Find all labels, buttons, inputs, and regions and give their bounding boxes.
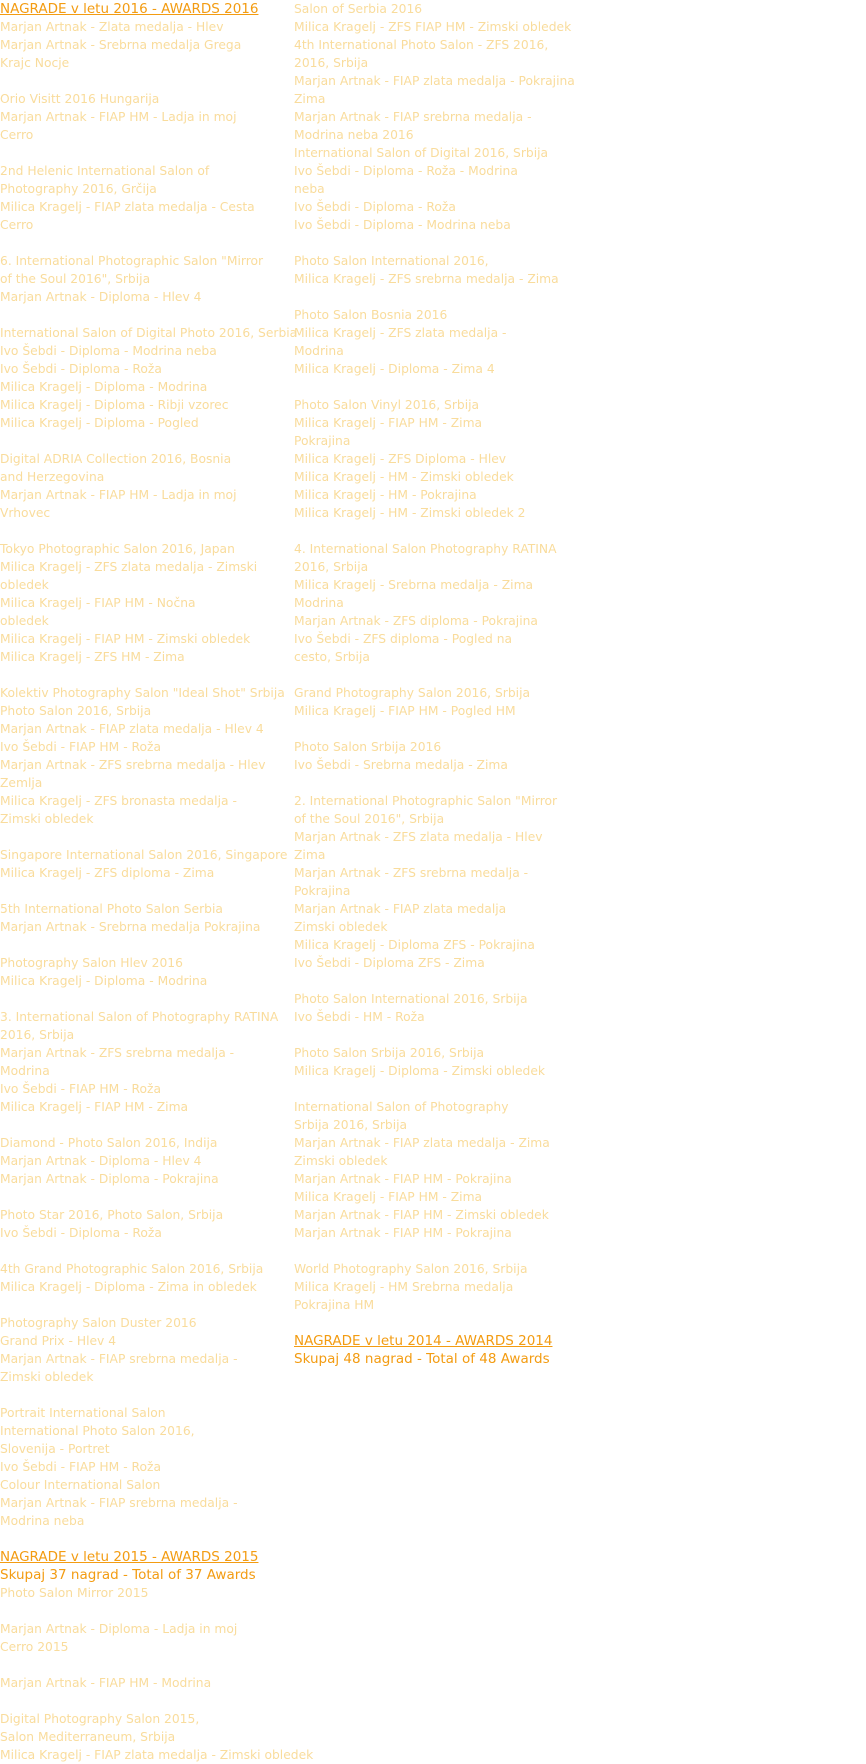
award-entry: Photo Salon Mirror 2015 (0, 1586, 149, 1600)
award-entry: Marjan Artnak - ZFS diploma - Pokrajina (294, 614, 538, 628)
spacer (0, 936, 286, 954)
award-entry: Marjan Artnak - FIAP HM - Pokrajina (294, 1172, 512, 1186)
award-entry: Marjan Artnak - FIAP srebrna medalja - (0, 1496, 238, 1510)
spacer (294, 720, 586, 738)
award-entry: Digital ADRIA Collection 2016, Bosnia (0, 452, 232, 466)
award-entry: 2016, Srbija (0, 1028, 75, 1042)
award-entry: Milica Kragelj - Srebrna medalja - Zima (294, 578, 534, 592)
award-entry: Milica Kragelj - Diploma ZFS - Pokrajina (294, 938, 535, 952)
award-entry: Marjan Artnak - ZFS srebrna medalja - (294, 866, 529, 880)
spacer (0, 828, 286, 846)
award-entry: Photo Salon Bosnia 2016 (294, 308, 448, 322)
award-entry: International Salon of Digital 2016, Srbija (294, 146, 549, 160)
award-entry: Photo Salon Srbija 2016 (294, 740, 442, 754)
spacer (0, 882, 286, 900)
award-entry: 4. International Salon Photography RATINA (294, 542, 557, 556)
award-entry: Milica Kragelj - Diploma - Zima in obledek (0, 1280, 257, 1294)
award-entry: Zima (294, 92, 326, 106)
award-entry: 5th International Photo Salon Serbia (0, 902, 223, 916)
award-entry: 2016, Srbija (294, 56, 369, 70)
award-entry: Milica Kragelj - ZFS bronasta medalja - (0, 794, 237, 808)
spacer (294, 1080, 586, 1098)
award-entry: Photo Star 2016, Photo Salon, Srbija (0, 1208, 224, 1222)
spacer (0, 1656, 286, 1674)
spacer (294, 972, 586, 990)
spacer (0, 522, 286, 540)
award-entry: Colour International Salon (0, 1478, 161, 1492)
award-entry: Marjan Artnak - ZFS zlata medalja - Hlev (294, 830, 543, 844)
award-entry: Marjan Artnak - FIAP zlata medalja - Pokrajina (294, 74, 575, 88)
award-entry: 4th Grand Photographic Salon 2016, Srbija (0, 1262, 264, 1276)
award-entry: Milica Kragelj - ZFS srebrna medalja - Zima (294, 272, 559, 286)
award-entry: Ivo Šebdi - Srebrna medalja - Zima (294, 758, 508, 772)
award-entry: 2016, Srbija (294, 560, 369, 574)
spacer (294, 666, 586, 684)
award-entry: 2nd Helenic International Salon of (0, 164, 210, 178)
awards-2015-list (0, 1584, 314, 1764)
award-entry: Marjan Artnak - Diploma - Ladja in moj (0, 1622, 238, 1636)
award-entry: Marjan Artnak - FIAP HM - Zimski obledek (294, 1208, 549, 1222)
award-entry: cesto, Srbija (294, 650, 370, 664)
award-entry: of the Soul 2016", Srbija (294, 812, 445, 826)
award-entry: Marjan Artnak - FIAP srebrna medalja - (0, 1352, 238, 1366)
award-entry: Modrina (0, 1064, 50, 1078)
award-entry: Milica Kragelj - HM Srebrna medalja (294, 1280, 514, 1294)
award-entry: Milica Kragelj - FIAP HM - Pogled HM (294, 704, 516, 718)
award-entry: Srbija 2016, Srbija (294, 1118, 408, 1132)
award-entry: Zemlja (0, 776, 43, 790)
award-entry: 4th International Photo Salon - ZFS 2016, (294, 38, 549, 52)
award-entry: Milica Kragelj - ZFS zlata medalja - Zimski (0, 560, 258, 574)
award-entry: Photo Salon International 2016, (294, 254, 489, 268)
award-entry: Milica Kragelj - HM - Pokrajina (294, 488, 477, 502)
spacer (0, 1188, 286, 1206)
left-column (0, 0, 314, 1764)
award-entry: Milica Kragelj - FIAP HM - Zima (294, 416, 483, 430)
award-entry: Salon of Serbia 2016 (294, 2, 423, 16)
award-entry: Milica Kragelj - ZFS zlata medalja - (294, 326, 507, 340)
awards-2016-list (0, 18, 298, 1530)
award-entry: Marjan Artnak - Diploma - Hlev 4 (0, 290, 202, 304)
award-entry: Zimski obledek (0, 1370, 94, 1384)
award-entry: Milica Kragelj - FIAP HM - Zima (294, 1190, 483, 1204)
award-entry: Milica Kragelj - FIAP zlata medalja - Cesta (0, 200, 255, 214)
award-entry: Salon Mediterraneum, Srbija (0, 1730, 176, 1744)
award-entry: International Photo Salon 2016, (0, 1424, 195, 1438)
award-entry: Singapore International Salon 2016, Singapore (0, 848, 288, 862)
spacer (0, 1242, 286, 1260)
award-entry: Modrina (294, 344, 344, 358)
award-entry: Milica Kragelj - Diploma - Modrina (0, 380, 208, 394)
award-entry: Vrhovec (0, 506, 51, 520)
spacer (0, 144, 286, 162)
spacer (0, 432, 286, 450)
spacer (294, 774, 586, 792)
award-entry: Milica Kragelj - ZFS HM - Zima (0, 650, 185, 664)
heading-awards-2014[interactable]: NAGRADE v letu 2014 - AWARDS 2014 (294, 1333, 553, 1349)
award-entry: obledek (0, 614, 49, 628)
award-entry: Cerro (0, 218, 34, 232)
award-entry: International Salon of Photography (294, 1100, 509, 1114)
award-entry: Pokrajina HM (294, 1298, 375, 1312)
award-entry: Krajc Nocje (0, 56, 70, 70)
award-entry: Photography Salon Duster 2016 (0, 1316, 197, 1330)
award-entry: obledek (0, 578, 49, 592)
spacer (294, 288, 586, 306)
award-entry: Marjan Artnak - Diploma - Pokrajina (0, 1172, 219, 1186)
award-entry: Milica Kragelj - Diploma - Ribji vzorec (0, 398, 229, 412)
award-entry: Portrait International Salon (0, 1406, 166, 1420)
award-entry: neba (294, 182, 325, 196)
spacer (0, 1386, 286, 1404)
award-entry: 2. International Photographic Salon "Mirror (294, 794, 558, 808)
award-entry: Ivo Šebdi - FIAP HM - Roža (0, 740, 162, 754)
award-entry: Marjan Artnak - Zlata medalja - Hlev (0, 20, 224, 34)
award-entry: Slovenija - Portret (0, 1442, 110, 1456)
award-entry: Orio Visitt 2016 Hungarija (0, 92, 160, 106)
award-entry: Ivo Šebdi - Diploma - Modrina neba (0, 344, 217, 358)
award-entry: Zima (294, 848, 326, 862)
award-entry: Photo Salon Srbija 2016, Srbija (294, 1046, 485, 1060)
award-entry: Zimski obledek (294, 920, 388, 934)
award-entry: 6. International Photographic Salon "Mirror (0, 254, 264, 268)
spacer (0, 234, 286, 252)
right-column (294, 0, 586, 1368)
award-entry: Digital Photography Salon 2015, (0, 1712, 200, 1726)
spacer (294, 378, 586, 396)
award-entry: Marjan Artnak - FIAP zlata medalja - Zima (294, 1136, 550, 1150)
award-entry: Photo Salon International 2016, Srbija (294, 992, 528, 1006)
spacer (0, 1692, 286, 1710)
award-entry: Marjan Artnak - FIAP zlata medalja - Hlev 4 (0, 722, 264, 736)
award-entry: Ivo Šebdi - Diploma - Roža (0, 362, 162, 376)
award-entry: Marjan Artnak - FIAP srebrna medalja - (294, 110, 532, 124)
award-entry: World Photography Salon 2016, Srbija (294, 1262, 528, 1276)
award-entry: Grand Prix - Hlev 4 (0, 1334, 117, 1348)
award-entry: Photography 2016, Grčija (0, 182, 157, 196)
award-entry: Tokyo Photographic Salon 2016, Japan (0, 542, 235, 556)
award-entry: Zimski obledek (294, 1154, 388, 1168)
award-entry: Milica Kragelj - FIAP HM - Zimski obledek (0, 632, 251, 646)
award-entry: Pokrajina (294, 434, 351, 448)
heading-awards-2015[interactable]: NAGRADE v letu 2015 - AWARDS 2015 (0, 1549, 259, 1565)
award-entry: Ivo Šebdi - ZFS diploma - Pogled na (294, 632, 513, 646)
award-entry: Ivo Šebdi - Diploma - Roža (0, 1226, 162, 1240)
award-entry: Marjan Artnak - Srebrna medalja Pokrajina (0, 920, 261, 934)
award-entry: Milica Kragelj - FIAP HM - Nočna (0, 596, 196, 610)
award-entry: Zimski obledek (0, 812, 94, 826)
spacer (0, 1116, 286, 1134)
heading-awards-2016[interactable]: NAGRADE v letu 2016 - AWARDS 2016 (0, 1, 259, 17)
award-entry: Kolektiv Photography Salon "Ideal Shot" Srbija (0, 686, 285, 700)
award-entry: Milica Kragelj - HM - Zimski obledek (294, 470, 514, 484)
spacer (0, 1602, 286, 1620)
spacer (294, 234, 586, 252)
award-entry: Diamond - Photo Salon 2016, Indija (0, 1136, 218, 1150)
spacer (294, 522, 586, 540)
award-entry: International Salon of Digital Photo 2016, Serbia (0, 326, 298, 340)
spacer (0, 72, 286, 90)
spacer (294, 1026, 586, 1044)
award-entry: Marjan Artnak - FIAP HM - Pokrajina (294, 1226, 512, 1240)
award-entry: Grand Photography Salon 2016, Srbija (294, 686, 531, 700)
awards-2015-total: Skupaj 37 nagrad - Total of 37 Awards (0, 1567, 256, 1583)
awards-2014-total: Skupaj 48 nagrad - Total of 48 Awards (294, 1351, 550, 1367)
award-entry: Marjan Artnak - FIAP HM - Ladja in moj (0, 488, 237, 502)
award-entry: Milica Kragelj - Diploma - Modrina (0, 974, 208, 988)
award-entry: Photo Salon 2016, Srbija (0, 704, 152, 718)
award-entry: Modrina neba 2016 (294, 128, 414, 142)
award-entry: Cerro 2015 (0, 1640, 69, 1654)
award-entry: Ivo Šebdi - Diploma - Modrina neba (294, 218, 511, 232)
award-entry: Photo Salon Vinyl 2016, Srbija (294, 398, 480, 412)
spacer (0, 306, 286, 324)
award-entry: Milica Kragelj - Diploma - Zimski obledek (294, 1064, 546, 1078)
spacer (0, 666, 286, 684)
award-entry: Milica Kragelj - HM - Zimski obledek 2 (294, 506, 526, 520)
award-entry: Milica Kragelj - ZFS FIAP HM - Zimski obledek (294, 20, 572, 34)
award-entry: and Herzegovina (0, 470, 105, 484)
award-entry: Cerro (0, 128, 34, 142)
award-entry: Ivo Šebdi - Diploma - Roža (294, 200, 456, 214)
award-entry: Marjan Artnak - FIAP HM - Ladja in moj (0, 110, 237, 124)
award-entry: Ivo Šebdi - Diploma ZFS - Zima (294, 956, 485, 970)
award-entry: Milica Kragelj - Diploma - Zima 4 (294, 362, 495, 376)
award-entry: Milica Kragelj - FIAP zlata medalja - Zimski obledek (0, 1748, 314, 1762)
award-entry: Marjan Artnak - Diploma - Hlev 4 (0, 1154, 202, 1168)
spacer (0, 990, 286, 1008)
award-entry: Modrina (294, 596, 344, 610)
award-entry: Marjan Artnak - FIAP HM - Modrina (0, 1676, 212, 1690)
award-entry: Photography Salon Hlev 2016 (0, 956, 183, 970)
award-entry: Ivo Šebdi - FIAP HM - Roža (0, 1460, 162, 1474)
award-entry: Modrina neba (0, 1514, 85, 1528)
spacer (294, 1242, 586, 1260)
award-entry: Pokrajina (294, 884, 351, 898)
award-entry: Milica Kragelj - ZFS Diploma - Hlev (294, 452, 507, 466)
award-entry: Milica Kragelj - ZFS diploma - Zima (0, 866, 215, 880)
award-entry: of the Soul 2016", Srbija (0, 272, 151, 286)
award-entry: Milica Kragelj - Diploma - Pogled (0, 416, 199, 430)
award-entry: Marjan Artnak - ZFS srebrna medalja - Hlev (0, 758, 266, 772)
award-entry: 3. International Salon of Photography RATINA (0, 1010, 279, 1024)
award-entry: Ivo Šebdi - Diploma - Roža - Modrina (294, 164, 518, 178)
award-entry: Marjan Artnak - FIAP zlata medalja (294, 902, 507, 916)
award-entry: Marjan Artnak - Srebrna medalja Grega (0, 38, 242, 52)
award-entry: Marjan Artnak - ZFS srebrna medalja - (0, 1046, 235, 1060)
award-entry: Milica Kragelj - FIAP HM - Zima (0, 1100, 189, 1114)
spacer (0, 1296, 286, 1314)
award-entry: Ivo Šebdi - FIAP HM - Roža (0, 1082, 162, 1096)
award-entry: Ivo Šebdi - HM - Roža (294, 1010, 425, 1024)
awards-2016-list-continued (294, 0, 586, 1314)
